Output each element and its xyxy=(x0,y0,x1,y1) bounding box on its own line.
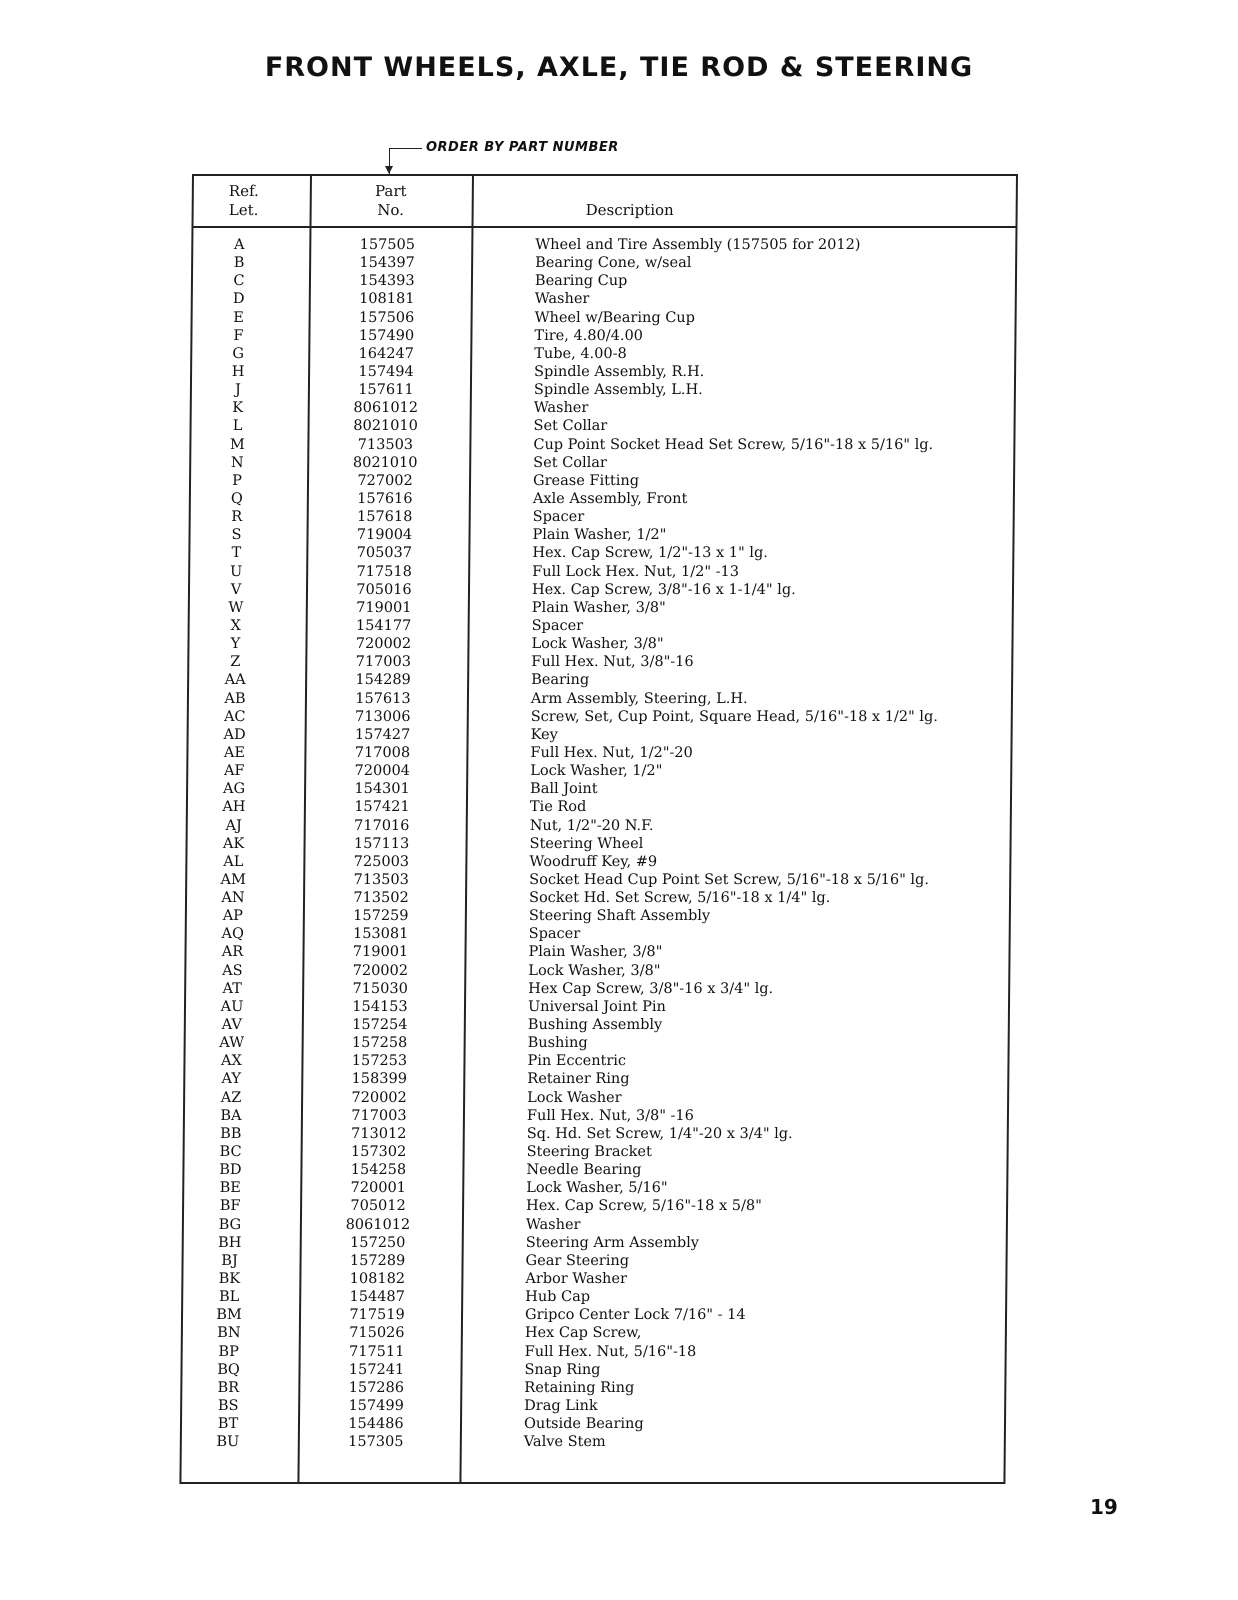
ref-letter-cell: AC xyxy=(223,708,246,725)
table-row xyxy=(183,1288,1005,1306)
part-number-cell: 713012 xyxy=(351,1125,407,1142)
description-cell: Full Hex. Nut, 3/8" -16 xyxy=(526,1107,694,1124)
table-row xyxy=(186,943,1008,961)
ref-letter-cell: B xyxy=(233,255,245,272)
description-cell: Steering Arm Assembly xyxy=(525,1234,700,1251)
table-row xyxy=(193,254,1015,272)
ref-letter-cell: BU xyxy=(216,1434,240,1451)
table-row xyxy=(183,1252,1005,1270)
part-number-cell: 153081 xyxy=(352,926,409,943)
description-cell: Socket Hd. Set Screw, 5/16"-18 x 1/4" lg. xyxy=(528,890,831,907)
part-number-cell: 154486 xyxy=(348,1416,404,1433)
table-row xyxy=(190,544,1012,562)
table-row xyxy=(182,1379,1004,1397)
part-number-cell: 705012 xyxy=(350,1198,406,1215)
part-number-cell: 8061012 xyxy=(353,400,419,417)
table-row xyxy=(189,708,1011,726)
ref-letter-cell: BR xyxy=(217,1379,240,1396)
part-number-cell: 154487 xyxy=(349,1289,405,1306)
table-row xyxy=(193,272,1015,290)
table-row xyxy=(190,617,1012,635)
table-row xyxy=(188,780,1010,798)
table-row xyxy=(186,962,1008,980)
ref-letter-cell: AH xyxy=(222,799,246,816)
description-cell: Ball Joint xyxy=(530,781,598,798)
description-cell: Cup Point Socket Head Set Screw, 5/16"-18 x 5/16" lg. xyxy=(533,436,934,453)
ref-letter-cell: AK xyxy=(222,835,245,852)
part-number-cell: 158399 xyxy=(351,1071,408,1088)
description-cell: Retainer Ring xyxy=(527,1071,630,1088)
down-arrow-icon xyxy=(385,166,393,174)
description-cell: Spacer xyxy=(532,509,585,526)
table-row xyxy=(189,726,1011,744)
table-row xyxy=(192,399,1014,417)
description-cell: Steering Shaft Assembly xyxy=(528,908,711,925)
ref-letter-cell: V xyxy=(230,581,242,598)
table-row xyxy=(189,671,1011,689)
table-row xyxy=(186,998,1008,1016)
ref-letter-cell: BE xyxy=(219,1180,241,1197)
part-number-cell: 157289 xyxy=(349,1252,406,1269)
ref-letter-cell: M xyxy=(229,436,245,453)
table-row xyxy=(187,835,1009,853)
ref-letter-cell: G xyxy=(232,345,245,362)
part-number-cell: 713502 xyxy=(353,890,409,907)
part-number-cell: 157302 xyxy=(350,1144,407,1161)
header-ref-letter xyxy=(194,182,294,220)
part-number-cell: 157113 xyxy=(353,835,410,852)
part-number-cell: 157616 xyxy=(357,490,413,507)
table-row xyxy=(188,817,1010,835)
ref-letter-cell: AA xyxy=(224,672,246,689)
ref-letter-cell: BJ xyxy=(221,1252,238,1269)
description-cell: Hex. Cap Screw, 3/8"-16 x 1-1/4" lg. xyxy=(531,581,796,598)
part-number-cell: 719004 xyxy=(356,527,413,544)
part-number-cell: 720002 xyxy=(352,962,409,979)
part-number-cell: 720002 xyxy=(355,636,412,653)
description-cell: Wheel and Tire Assembly (157505 for 2012) xyxy=(535,237,861,253)
ref-letter-cell: F xyxy=(233,327,244,344)
ref-letter-cell: BF xyxy=(219,1198,241,1215)
description-cell: Steering Bracket xyxy=(526,1144,652,1161)
table-row xyxy=(190,563,1012,581)
description-cell: Hex Cap Screw, xyxy=(524,1325,642,1342)
description-cell: Arbor Washer xyxy=(525,1271,628,1288)
table-row xyxy=(187,853,1009,871)
table-row xyxy=(184,1216,1006,1234)
part-number-cell: 157499 xyxy=(348,1398,404,1414)
description-cell: Lock Washer, 3/8" xyxy=(531,636,664,653)
ref-letter-cell: AQ xyxy=(221,926,244,943)
part-number-cell: 164247 xyxy=(358,345,415,362)
table-row xyxy=(183,1270,1005,1288)
ref-letter-cell: AT xyxy=(222,980,242,997)
ref-letter-cell: BS xyxy=(217,1398,239,1414)
table-row xyxy=(185,1125,1007,1143)
table-row xyxy=(190,526,1012,544)
description-cell: Washer xyxy=(534,291,590,308)
ref-letter-cell: AW xyxy=(219,1035,245,1052)
table-row xyxy=(188,798,1010,816)
table-row xyxy=(183,1306,1005,1324)
description-cell: Set Collar xyxy=(533,454,607,471)
table-row xyxy=(186,980,1008,998)
ref-letter-cell: BD xyxy=(219,1162,242,1179)
part-number-cell: 157253 xyxy=(351,1053,408,1070)
description-cell: Bushing xyxy=(527,1035,588,1052)
part-number-cell: 713503 xyxy=(353,871,409,888)
part-number-cell: 157505 xyxy=(359,237,416,253)
part-number-cell: 157241 xyxy=(348,1361,405,1378)
description-cell: Socket Head Cup Point Set Screw, 5/16"-18 x 5/16" lg. xyxy=(529,871,930,888)
description-cell: Lock Washer, 1/2" xyxy=(530,763,663,780)
description-cell: Tube, 4.00-8 xyxy=(534,345,627,362)
part-number-cell: 157490 xyxy=(358,327,415,344)
table-row xyxy=(182,1361,1004,1379)
part-number-cell: 157618 xyxy=(356,509,413,526)
table-row xyxy=(185,1089,1007,1107)
description-cell: Plain Washer, 1/2" xyxy=(532,527,667,544)
table-row xyxy=(187,889,1009,907)
description-cell: Hex. Cap Screw, 5/16"-18 x 5/8" xyxy=(526,1198,762,1215)
part-number-cell: 713503 xyxy=(357,436,414,453)
header-ref-line2: Let. xyxy=(228,201,259,219)
ref-letter-cell: AR xyxy=(221,944,244,961)
ref-letter-cell: Q xyxy=(230,490,243,507)
part-number-cell: 705037 xyxy=(356,545,413,562)
description-cell: Hex Cap Screw, 3/8"-16 x 3/4" lg. xyxy=(528,980,774,997)
part-number-cell: 154393 xyxy=(359,273,415,290)
table-row xyxy=(185,1052,1007,1070)
description-cell: Bushing Assembly xyxy=(527,1017,663,1034)
description-cell: Spindle Assembly, R.H. xyxy=(534,363,705,380)
header-part-number xyxy=(310,182,472,220)
table-row xyxy=(184,1234,1006,1252)
table-row xyxy=(186,1034,1008,1052)
table-row xyxy=(192,345,1014,363)
part-number-cell: 715030 xyxy=(352,980,408,997)
ref-letter-cell: E xyxy=(233,309,244,326)
description-cell: Lock Washer xyxy=(527,1089,622,1106)
description-cell: Washer xyxy=(533,400,589,417)
part-number-cell: 154153 xyxy=(352,998,408,1015)
ref-letter-cell: AJ xyxy=(225,817,242,834)
ref-letter-cell: AX xyxy=(220,1053,242,1070)
description-cell: Sq. Hd. Set Screw, 1/4"-20 x 3/4" lg. xyxy=(526,1125,793,1142)
table-row xyxy=(191,508,1013,526)
description-cell: Hex. Cap Screw, 1/2"-13 x 1" lg. xyxy=(532,545,768,562)
ref-letter-cell: H xyxy=(231,363,245,380)
ref-letter-cell: AM xyxy=(220,871,246,888)
table-row xyxy=(193,236,1015,254)
page-number: 19 xyxy=(1090,1495,1118,1519)
description-cell: Full Hex. Nut, 3/8"-16 xyxy=(531,654,694,671)
ref-letter-cell: AP xyxy=(222,908,244,925)
description-cell: Lock Washer, 3/8" xyxy=(528,962,661,979)
order-note: ORDER BY PART NUMBER xyxy=(426,140,619,155)
ref-letter-cell: BN xyxy=(217,1325,241,1342)
ref-letter-cell: AE xyxy=(223,744,246,761)
table-row xyxy=(183,1324,1005,1342)
part-number-cell: 157506 xyxy=(358,309,415,326)
ref-letter-cell: N xyxy=(230,454,244,471)
part-number-cell: 157259 xyxy=(353,908,409,925)
ref-letter-cell: Y xyxy=(230,636,241,653)
description-cell: Retaining Ring xyxy=(524,1379,635,1396)
part-number-cell: 717003 xyxy=(355,654,412,671)
part-number-cell: 157258 xyxy=(351,1035,408,1052)
part-number-cell: 727002 xyxy=(357,472,413,489)
description-cell: Bearing Cup xyxy=(534,273,628,290)
ref-letter-cell: BC xyxy=(219,1144,242,1161)
part-number-cell: 720001 xyxy=(350,1180,407,1197)
ref-letter-cell: BB xyxy=(220,1125,242,1142)
table-row xyxy=(189,635,1011,653)
part-number-cell: 715026 xyxy=(349,1325,405,1342)
table-row xyxy=(188,744,1010,762)
table-row xyxy=(185,1107,1007,1125)
ref-letter-cell: R xyxy=(231,509,243,526)
ref-letter-cell: Z xyxy=(230,654,241,671)
part-number-cell: 157254 xyxy=(352,1017,408,1034)
part-number-cell: 717016 xyxy=(353,817,410,834)
table-row xyxy=(190,599,1012,617)
ref-letter-cell: AN xyxy=(221,890,245,907)
ref-letter-cell: BT xyxy=(217,1416,239,1433)
description-cell: Full Hex. Nut, 5/16"-18 xyxy=(524,1343,697,1360)
part-number-cell: 717003 xyxy=(351,1107,407,1124)
table-row xyxy=(189,690,1011,708)
description-cell: Gripco Center Lock 7/16" - 14 xyxy=(524,1307,746,1324)
ref-letter-cell: BP xyxy=(218,1343,239,1360)
description-cell: Axle Assembly, Front xyxy=(532,490,688,507)
table-row xyxy=(193,309,1015,327)
part-number-cell: 717519 xyxy=(349,1307,405,1324)
ref-letter-cell: J xyxy=(234,382,241,399)
ref-letter-cell: AS xyxy=(222,962,243,979)
description-cell: Drag Link xyxy=(524,1398,598,1414)
part-number-cell: 717511 xyxy=(348,1343,405,1360)
ref-letter-cell: BA xyxy=(220,1107,242,1124)
part-number-cell: 157611 xyxy=(358,382,414,399)
ref-letter-cell: AY xyxy=(221,1071,242,1088)
ref-letter-cell: P xyxy=(232,472,243,489)
ref-letter-cell: BH xyxy=(218,1234,242,1251)
order-note-bracket xyxy=(389,148,422,174)
description-cell: Needle Bearing xyxy=(526,1162,642,1179)
part-number-cell: 8021010 xyxy=(352,454,418,471)
ref-letter-cell: AD xyxy=(223,726,246,743)
table-row xyxy=(191,454,1013,472)
table-row xyxy=(193,290,1015,308)
ref-letter-cell: A xyxy=(233,237,245,253)
description-cell: Spindle Assembly, L.H. xyxy=(533,382,703,399)
ref-letter-cell: BM xyxy=(216,1307,242,1324)
page-title: FRONT WHEELS, AXLE, TIE ROD & STEERING xyxy=(264,52,974,83)
part-number-cell: 157427 xyxy=(354,726,411,743)
part-number-cell: 157250 xyxy=(349,1234,406,1251)
part-number-cell: 108181 xyxy=(359,291,415,308)
table-row xyxy=(188,762,1010,780)
description-cell: Snap Ring xyxy=(524,1361,601,1378)
description-cell: Full Lock Hex. Nut, 1/2" -13 xyxy=(532,563,740,580)
description-cell: Plain Washer, 3/8" xyxy=(528,944,663,961)
ref-letter-cell: X xyxy=(230,617,241,634)
header-part-line1: Part xyxy=(374,182,407,200)
description-cell: Plain Washer, 3/8" xyxy=(531,599,666,616)
description-cell: Bearing xyxy=(531,672,590,689)
description-cell: Tire, 4.80/4.00 xyxy=(534,327,644,344)
description-cell: Spacer xyxy=(531,617,584,634)
description-cell: Key xyxy=(530,726,558,743)
part-number-cell: 713006 xyxy=(355,708,411,725)
ref-letter-cell: BQ xyxy=(217,1361,240,1378)
table-row xyxy=(183,1343,1005,1361)
part-number-cell: 154177 xyxy=(355,617,412,634)
part-number-cell: 719001 xyxy=(356,599,412,616)
ref-letter-cell: BL xyxy=(218,1289,240,1306)
part-number-cell: 8021010 xyxy=(353,418,418,435)
part-number-cell: 8061012 xyxy=(345,1216,411,1233)
table-row xyxy=(185,1143,1007,1161)
part-number-cell: 157286 xyxy=(348,1379,405,1396)
part-number-cell: 717008 xyxy=(354,744,411,761)
part-number-cell: 157613 xyxy=(355,690,411,707)
description-cell: Grease Fitting xyxy=(532,472,640,489)
part-number-cell: 720002 xyxy=(351,1089,407,1106)
ref-letter-cell: U xyxy=(229,563,243,580)
ref-letter-cell: K xyxy=(232,400,244,417)
ref-letter-cell: BK xyxy=(218,1271,241,1288)
part-number-cell: 108182 xyxy=(349,1271,406,1288)
part-number-cell: 705016 xyxy=(356,581,412,598)
ref-letter-cell: AG xyxy=(222,781,246,798)
table-row xyxy=(191,436,1013,454)
table-row xyxy=(187,871,1009,889)
table-row xyxy=(182,1433,1004,1451)
ref-letter-cell: T xyxy=(231,545,242,562)
ref-letter-cell: AZ xyxy=(220,1089,242,1106)
part-number-cell: 725003 xyxy=(353,853,410,870)
description-cell: Bearing Cone, w/seal xyxy=(535,255,692,272)
description-cell: Hub Cap xyxy=(525,1289,591,1306)
header-part-line2: No. xyxy=(377,201,405,219)
part-number-cell: 717518 xyxy=(356,563,412,580)
table-row xyxy=(191,417,1013,435)
ref-letter-cell: D xyxy=(232,291,245,308)
ref-letter-cell: W xyxy=(228,599,244,616)
table-row xyxy=(190,581,1012,599)
table-row xyxy=(185,1070,1007,1088)
description-cell: Universal Joint Pin xyxy=(527,998,667,1015)
table-row xyxy=(192,363,1014,381)
description-cell: Full Hex. Nut, 1/2"-20 xyxy=(530,744,693,761)
description-cell: Spacer xyxy=(528,926,581,943)
description-cell: Set Collar xyxy=(533,418,608,435)
table-row xyxy=(192,381,1014,399)
table-row xyxy=(191,490,1013,508)
part-number-cell: 154258 xyxy=(350,1162,407,1179)
ref-letter-cell: BG xyxy=(218,1216,242,1233)
ref-letter-cell: AB xyxy=(224,690,246,707)
ref-letter-cell: AV xyxy=(221,1017,243,1034)
header-divider xyxy=(193,226,1015,228)
ref-letter-cell: AF xyxy=(223,763,245,780)
part-number-cell: 154289 xyxy=(355,672,411,689)
description-cell: Washer xyxy=(525,1216,581,1233)
part-number-cell: 154301 xyxy=(354,781,410,798)
description-cell: Outside Bearing xyxy=(523,1416,644,1433)
ref-letter-cell: L xyxy=(232,418,243,435)
ref-letter-cell: C xyxy=(233,273,245,290)
header-description: Description xyxy=(585,201,674,219)
parts-list xyxy=(182,236,1016,1451)
table-row xyxy=(184,1197,1006,1215)
table-row xyxy=(186,1016,1008,1034)
description-cell: Wheel w/Bearing Cup xyxy=(534,309,696,326)
description-cell: Nut, 1/2"-20 N.F. xyxy=(529,817,654,834)
part-number-cell: 154397 xyxy=(359,255,415,272)
table-row xyxy=(184,1161,1006,1179)
part-number-cell: 157421 xyxy=(354,799,410,816)
part-number-cell: 719001 xyxy=(352,944,409,961)
description-cell: Valve Stem xyxy=(523,1434,606,1451)
description-cell: Tie Rod xyxy=(529,799,587,816)
table-row xyxy=(187,925,1009,943)
description-cell: Pin Eccentric xyxy=(527,1053,627,1070)
ref-letter-cell: AU xyxy=(220,998,244,1015)
table-row xyxy=(191,472,1013,490)
parts-table xyxy=(179,174,1018,1484)
part-number-cell: 720004 xyxy=(354,763,411,780)
table-row xyxy=(187,907,1009,925)
description-cell: Screw, Set, Cup Point, Square Head, 5/16"-18 x 1/2" lg. xyxy=(530,708,938,725)
table-row xyxy=(192,327,1014,345)
description-cell: Arm Assembly, Steering, L.H. xyxy=(530,690,748,707)
table-row xyxy=(182,1415,1004,1433)
ref-letter-cell: S xyxy=(231,527,242,544)
table-row xyxy=(189,653,1011,671)
table-row xyxy=(182,1397,1004,1415)
part-number-cell: 157305 xyxy=(348,1434,404,1451)
table-row xyxy=(184,1179,1006,1197)
description-cell: Steering Wheel xyxy=(529,835,644,852)
part-number-cell: 157494 xyxy=(358,363,414,380)
header-ref-line1: Ref. xyxy=(228,182,259,200)
description-cell: Woodruff Key, #9 xyxy=(529,853,658,870)
ref-letter-cell: AL xyxy=(223,853,244,870)
description-cell: Lock Washer, 5/16" xyxy=(526,1180,668,1197)
description-cell: Gear Steering xyxy=(525,1252,630,1269)
